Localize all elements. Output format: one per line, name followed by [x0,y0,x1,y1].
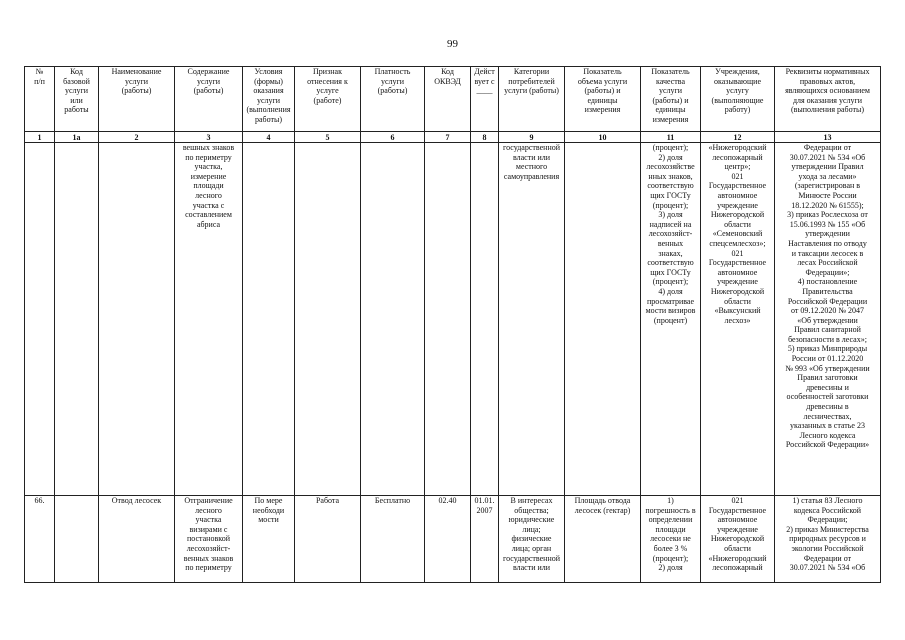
cell-attribute: Работа [295,496,361,583]
cell-base-code [55,496,99,583]
cell-payment: Бесплатно [361,496,425,583]
cell-quality-indicator: (процент); 2) доля лесохозяйстве нных знаков, соответствую щих ГОСТу (процент); 3) доля надписей на лесохозяйст- венных знаках, соответствую щих ГОСТу (процент); 4) доля просматривае мости визиров (процент) [641,143,701,496]
column-number: 2 [99,132,175,143]
page-number: 99 [447,38,458,50]
cell-conditions [243,143,295,496]
cell-number [25,143,55,496]
header-cell-institutions: Учреждения, оказывающие услугу (выполняющие работу) [701,67,775,132]
cell-legal-acts: Федерации от 30.07.2021 № 534 «Об утверждении Правил ухода за лесами» (зарегистрирован в Минюсте России 18.12.2020 № 61555); 3) приказ Рослесхоза от 15.06.1993 № 155 «Об утверждении Наставления по отводу и таксации лесосек в лесах Российской Федерации»; 4) постановление Правительства Российской Федерации от 09.12.2020 № 2047 «Об утверждении Правил санитарной безопасности в лесах»; 5) приказ Минприроды России от 01.12.2020 № 993 «Об утверждении Правил заготовки древесины и особенностей заготовки древесины в лесничествах, указанных в статье 23 Лесного кодекса Российской Федерации» [775,143,881,496]
cell-institutions: 021 Государственное автономное учреждение Нижегородской области «Нижегородский лесопожарный [701,496,775,583]
cell-valid-from: 01.01. 2007 [471,496,499,583]
header-cell-consumers: Категории потребителей услуги (работы) [499,67,565,132]
header-cell-volume-indicator: Показатель объема услуги (работы) и единицы измерения [565,67,641,132]
column-number: 10 [565,132,641,143]
header-cell-payment: Платность услуги (работы) [361,67,425,132]
cell-content: Отграничение лесного участка визирами с постановкой лесохозяйст- венных знаков по периметру [175,496,243,583]
cell-valid-from [471,143,499,496]
cell-base-code [55,143,99,496]
header-cell-service-name: Наименование услуги (работы) [99,67,175,132]
column-number: 12 [701,132,775,143]
column-number: 5 [295,132,361,143]
header-cell-legal-acts: Реквизиты нормативных правовых актов, являющихся основанием для оказания услуги (выполнения работы) [775,67,881,132]
header-cell-conditions: Условия (формы) оказания услуги (выполнения работы) [243,67,295,132]
header-cell-attribute: Признак отнесения к услуге (работе) [295,67,361,132]
cell-payment [361,143,425,496]
cell-quality-indicator: 1) погрешность в определении площади лесосеки не более 3 % (процент); 2) доля [641,496,701,583]
cell-service-name [99,143,175,496]
header-cell-number: № п/п [25,67,55,132]
table-row-66 [25,496,881,583]
cell-okved [425,143,471,496]
header-cell-quality-indicator: Показатель качества услуги (работы) и единицы измерения [641,67,701,132]
cell-consumers: государственной власти или местного самоуправления [499,143,565,496]
column-number: 6 [361,132,425,143]
column-number: 13 [775,132,881,143]
services-registry-table [24,66,881,583]
column-number: 9 [499,132,565,143]
header-cell-base-code: Код базовой услуги или работы [55,67,99,132]
cell-institutions: «Нижегородский лесопожарный центр»; 021 Государственное автономное учреждение Нижегородской области «Семеновский спецсемлесхоз»; 021 Государственное автономное учреждение Нижегородской области «Выксунский лесхоз» [701,143,775,496]
cell-service-name: Отвод лесосек [99,496,175,583]
column-number-row [25,132,881,143]
cell-okved: 02.40 [425,496,471,583]
header-cell-valid-from: Дейст вует с ____ [471,67,499,132]
header-cell-okved: Код ОКВЭД [425,67,471,132]
cell-number: 66. [25,496,55,583]
cell-conditions: По мере необходи мости [243,496,295,583]
cell-legal-acts: 1) статья 83 Лесного кодекса Российской Федерации; 2) приказ Министерства природных ресурсов и экологии Российской Федерации от 30.07.2021 № 534 «Об [775,496,881,583]
column-number: 1 [25,132,55,143]
header-row [25,67,881,132]
column-number: 7 [425,132,471,143]
cell-volume-indicator [565,143,641,496]
cell-attribute [295,143,361,496]
table-row-continuation [25,143,881,496]
column-number: 3 [175,132,243,143]
column-number: 1а [55,132,99,143]
column-number: 8 [471,132,499,143]
column-number: 11 [641,132,701,143]
cell-content: вешных знаков по периметру участка, измерение площади лесного участка с составлением абриса [175,143,243,496]
header-cell-content: Содержание услуги (работы) [175,67,243,132]
cell-volume-indicator: Площадь отвода лесосек (гектар) [565,496,641,583]
cell-consumers: В интересах общества; юридические лица; физические лица; орган государственной власти или [499,496,565,583]
column-number: 4 [243,132,295,143]
